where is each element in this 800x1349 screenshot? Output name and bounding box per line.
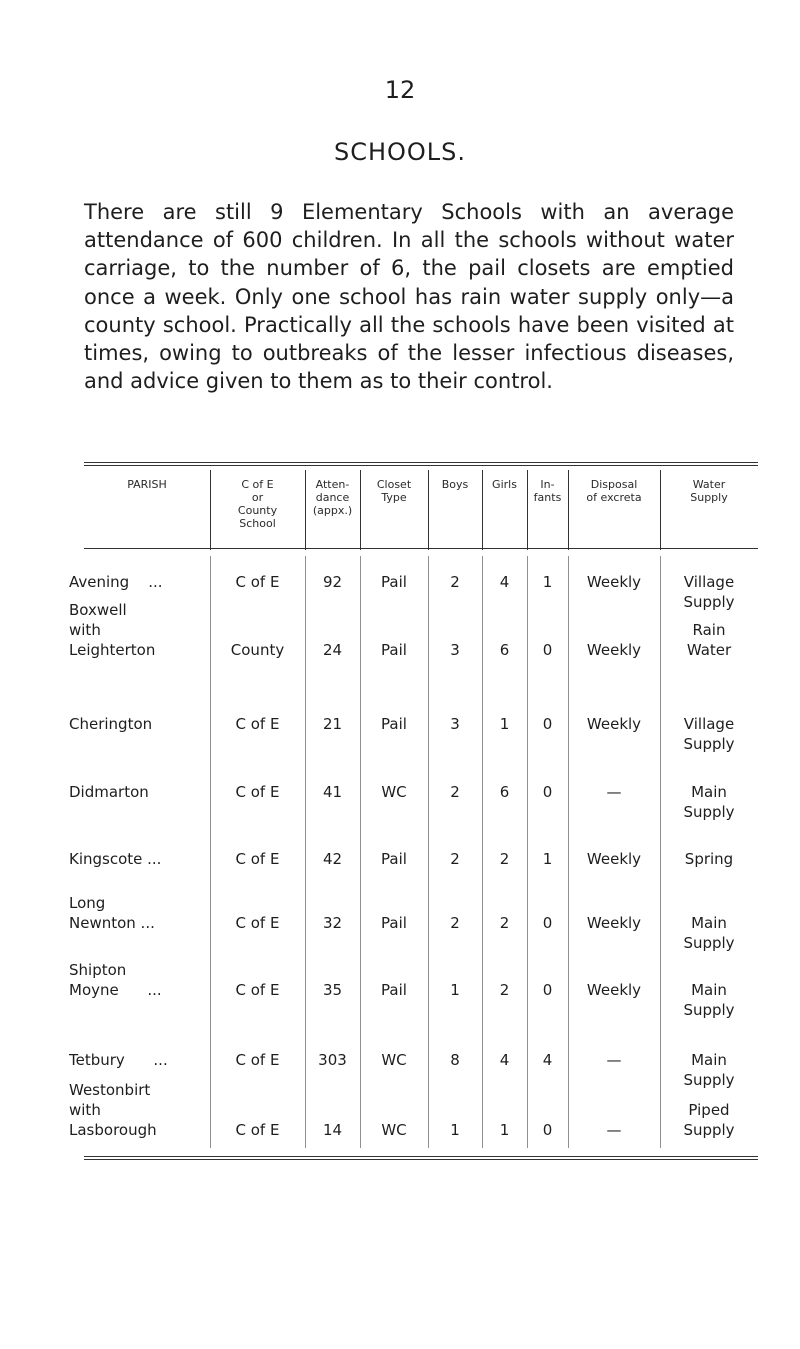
table-cell-girls: 4 [499,573,510,591]
table-cell-water: Spring [684,850,734,868]
column-header-parish: PARISH [127,478,167,491]
table-cell-school: C of E [235,715,280,733]
table-cell-closet: Pail [381,641,407,659]
table-cell-attendance: 21 [322,715,343,733]
table-cell-girls: 6 [499,783,510,801]
table-cell-closet: WC [381,783,407,801]
table-cell-girls: 2 [499,981,510,999]
table-cell-parish: Tetbury ... [69,1051,168,1069]
section-heading: SCHOOLS. [333,138,467,166]
table-cell-boys: 2 [450,850,460,868]
table-cell-attendance: 92 [322,573,343,591]
table-cell-parish: Avening ... [69,573,163,591]
table-cell-girls: 2 [499,914,510,932]
table-cell-girls: 1 [499,1121,510,1139]
table-cell-boys: 8 [450,1051,460,1069]
column-header-attendance: Atten- dance (appx.) [312,478,353,517]
table-cell-boys: 2 [450,573,460,591]
column-header-closet: Closet Type [376,478,412,504]
table-cell-school: C of E [235,850,280,868]
table-cell-boys: 3 [450,641,460,659]
table-cell-girls: 4 [499,1051,510,1069]
table-cell-school: County [230,641,285,659]
table-cell-school: C of E [235,783,280,801]
table-cell-parish: Cherington [69,715,153,733]
table-bottom-rule [84,1156,758,1160]
table-cell-infants: 0 [542,981,553,999]
table-cell-girls: 2 [499,850,510,868]
table-cell-infants: 4 [542,1051,553,1069]
table-cell-parish: Didmarton [69,783,149,801]
table-cell-disposal: Weekly [586,715,642,733]
column-header-girls: Girls [492,478,517,491]
column-header-school: C of E or County School [237,478,278,530]
table-cell-infants: 1 [542,573,553,591]
table-cell-infants: 0 [542,1121,553,1139]
table-cell-water: Main Supply [683,914,735,952]
body-paragraph: There are still 9 Elementary Schools with an average attendance of 600 children. In all the schools without water carriage, to the number of 6, the pail closets are emptied once a week. Only one school has rain water supply only—a county school. Practically all the schools have been visited at times, owing to outbreaks of the lesser infectious diseases, and advice given to them as to their control. [84,200,734,394]
table-cell-boys: 1 [450,981,460,999]
table-cell-closet: Pail [381,914,407,932]
column-header-boys: Boys [441,478,469,491]
table-cell-infants: 0 [542,914,553,932]
table-cell-boys: 1 [450,1121,460,1139]
table-cell-parish: Kingscote ... [69,850,162,868]
table-cell-infants: 0 [542,715,553,733]
table-cell-closet: Pail [381,715,407,733]
table-cell-water: Rain Water [686,621,732,659]
table-cell-attendance: 14 [322,1121,343,1139]
header-bottom-rule [84,548,758,549]
table-cell-infants: 0 [542,783,553,801]
table-cell-water: Village Supply [683,715,735,753]
table-cell-school: C of E [235,914,280,932]
table-cell-attendance: 41 [322,783,343,801]
table-cell-boys: 3 [450,715,460,733]
table-cell-parish: Boxwell with Leighterton [69,601,156,659]
table-cell-school: C of E [235,981,280,999]
table-cell-attendance: 303 [318,1051,347,1069]
table-cell-disposal: — [606,783,622,801]
table-cell-closet: WC [381,1121,407,1139]
table-cell-infants: 1 [542,850,553,868]
table-cell-disposal: Weekly [586,914,642,932]
table-cell-school: C of E [235,1121,280,1139]
table-cell-attendance: 32 [322,914,343,932]
column-header-water: Water Supply [690,478,728,504]
table-cell-girls: 1 [499,715,510,733]
table-cell-parish: Shipton Moyne ... [69,961,162,999]
table-cell-parish: Westonbirt with Lasborough [69,1081,157,1139]
table-cell-water: Main Supply [683,783,735,821]
table-cell-closet: Pail [381,850,407,868]
table-cell-disposal: Weekly [586,981,642,999]
table-cell-attendance: 24 [322,641,343,659]
table-cell-parish: Long Newnton ... [69,894,155,932]
table-cell-water: Main Supply [683,1051,735,1089]
table-cell-water: Piped Supply [683,1101,735,1139]
table-cell-closet: Pail [381,573,407,591]
page-number: 12 [384,76,416,104]
column-header-disposal: Disposal of excreta [586,478,642,504]
table-cell-disposal: — [606,1051,622,1069]
table-cell-disposal: — [606,1121,622,1139]
table-cell-boys: 2 [450,783,460,801]
table-cell-disposal: Weekly [586,641,642,659]
table-cell-girls: 6 [499,641,510,659]
table-cell-closet: Pail [381,981,407,999]
table-top-rule [84,462,758,466]
table-cell-disposal: Weekly [586,573,642,591]
table-cell-boys: 2 [450,914,460,932]
table-cell-attendance: 42 [322,850,343,868]
table-cell-infants: 0 [542,641,553,659]
table-cell-school: C of E [235,1051,280,1069]
table-cell-school: C of E [235,573,280,591]
table-cell-water: Main Supply [683,981,735,1019]
table-cell-closet: WC [381,1051,407,1069]
table-cell-attendance: 35 [322,981,343,999]
table-cell-disposal: Weekly [586,850,642,868]
column-header-infants: In- fants [533,478,562,504]
table-cell-water: Village Supply [683,573,735,611]
